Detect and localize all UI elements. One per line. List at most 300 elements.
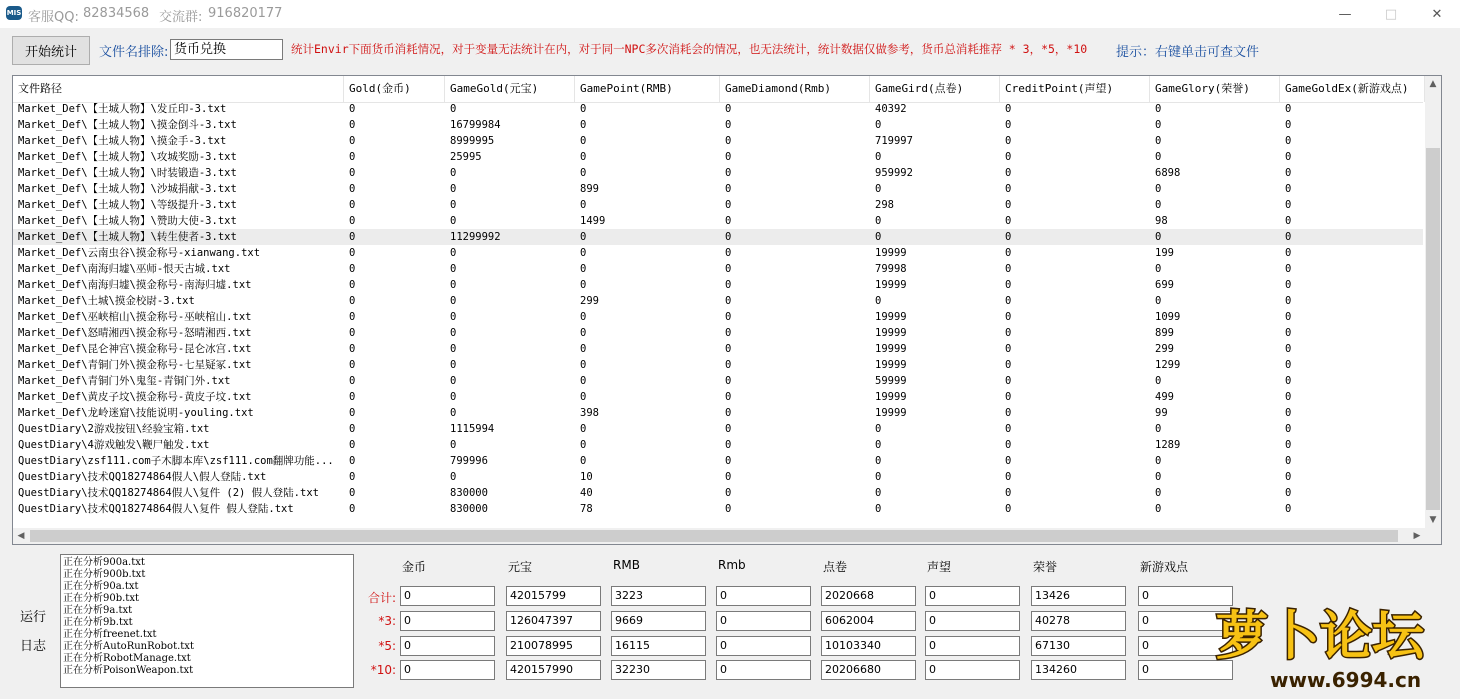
table-row[interactable] (13, 165, 1423, 181)
table-cell: 0 (1155, 103, 1162, 115)
table-cell: 0 (1005, 455, 1012, 467)
table-cell: 0 (725, 455, 732, 467)
table-cell: 0 (1285, 295, 1292, 307)
summary-value-field[interactable]: 126047397 (506, 611, 601, 631)
horizontal-scroll-thumb[interactable] (30, 530, 1398, 542)
table-cell: 0 (349, 231, 356, 243)
summary-column-header: 新游戏点 (1140, 560, 1189, 574)
table-cell: 0 (349, 103, 356, 115)
table-cell: Market_Def\黄皮子坟\摸金称号-黄皮子坟.txt (18, 391, 252, 403)
table-cell: 0 (349, 295, 356, 307)
table-cell: 6898 (1155, 167, 1181, 179)
table-cell: 0 (349, 455, 356, 467)
vertical-scroll-thumb[interactable] (1426, 148, 1440, 510)
table-cell: 0 (450, 471, 457, 483)
table-cell: 0 (725, 375, 732, 387)
log-textbox[interactable] (60, 554, 354, 688)
table-cell: 0 (580, 167, 587, 179)
table-cell: 499 (1155, 391, 1174, 403)
table-cell: 0 (875, 471, 882, 483)
table-cell: 0 (349, 503, 356, 515)
table-cell: Market_Def\怒晴湘西\摸金称号-怒晴湘西.txt (18, 327, 252, 339)
table-cell: 0 (450, 279, 457, 291)
table-cell: 0 (1005, 231, 1012, 243)
summary-value-field[interactable]: 16115 (611, 636, 706, 656)
table-cell: 19999 (875, 391, 907, 403)
table-cell: 1115994 (450, 423, 495, 435)
summary-value-field[interactable]: 0 (925, 586, 1020, 606)
summary-value-field[interactable]: 210078995 (506, 636, 601, 656)
table-cell: 0 (875, 503, 882, 515)
table-cell: 0 (875, 151, 882, 163)
table-cell: Market_Def\【土城人物】\赞助大使-3.txt (18, 215, 237, 227)
table-cell: 25995 (450, 151, 482, 163)
scroll-up-icon[interactable]: ▲ (1429, 79, 1437, 89)
table-cell: 1099 (1155, 311, 1181, 323)
table-cell: QuestDiary\技术QQ18274864假人\复件 假人登陆.txt (18, 503, 294, 515)
table-cell: 0 (875, 119, 882, 131)
table-cell: 0 (1005, 503, 1012, 515)
table-row[interactable] (13, 245, 1423, 261)
table-cell: 8999995 (450, 135, 495, 147)
table-cell: 0 (450, 311, 457, 323)
app-icon: MIS (6, 6, 22, 20)
table-cell: Market_Def\云南虫谷\摸金称号-xianwang.txt (18, 247, 261, 259)
table-cell: 0 (450, 327, 457, 339)
table-cell: 0 (1005, 407, 1012, 419)
summary-value-field[interactable]: 0 (400, 611, 495, 631)
summary-value-field[interactable]: 3223 (611, 586, 706, 606)
summary-row-label: *3: (378, 614, 396, 628)
table-cell: 0 (349, 199, 356, 211)
table-cell: Market_Def\【土城人物】\等级提升-3.txt (18, 199, 237, 211)
table-cell: 699 (1155, 279, 1174, 291)
summary-column-header: Rmb (718, 558, 746, 572)
summary-value-field[interactable]: 0 (716, 611, 811, 631)
summary-value-field[interactable]: 0 (925, 636, 1020, 656)
table-cell: 0 (1005, 135, 1012, 147)
table-row[interactable] (13, 181, 1423, 197)
table-cell: 0 (349, 375, 356, 387)
table-cell: 0 (725, 183, 732, 195)
table-cell: 0 (450, 263, 457, 275)
log-line: 正在分析900b.txt (63, 569, 146, 580)
table-cell: 0 (349, 183, 356, 195)
vertical-scrollbar[interactable] (1425, 76, 1441, 528)
tip-text: 提示：右键单击可查文件 (1116, 45, 1260, 60)
table-cell: 0 (349, 327, 356, 339)
table-cell: 0 (1005, 311, 1012, 323)
table-cell: 0 (1285, 247, 1292, 259)
table-cell: 0 (1155, 503, 1162, 515)
summary-value-field[interactable]: 0 (400, 660, 495, 680)
table-cell: 0 (580, 119, 587, 131)
table-cell: 0 (1005, 183, 1012, 195)
table-cell: 0 (1285, 487, 1292, 499)
table-cell: 0 (1285, 471, 1292, 483)
table-cell: 0 (450, 343, 457, 355)
table-cell: 0 (875, 215, 882, 227)
summary-row-label: *10: (370, 663, 396, 677)
table-cell: 0 (725, 439, 732, 451)
table-cell: 0 (450, 247, 457, 259)
table-cell: 79998 (875, 263, 907, 275)
watermark-text: 萝卜论坛 (1216, 607, 1425, 667)
table-cell: 0 (580, 455, 587, 467)
table-cell: 0 (1005, 167, 1012, 179)
table-row[interactable] (13, 437, 1423, 453)
summary-column-header: 荣誉 (1033, 560, 1058, 574)
table-cell: QuestDiary\2游戏按钮\经验宝箱.txt (18, 423, 210, 435)
table-cell: 830000 (450, 487, 488, 499)
log-line: 正在分析PoisonWeapon.txt (63, 665, 194, 676)
summary-value-field[interactable]: 32230 (611, 660, 706, 680)
log-label-bottom: 日志 (20, 639, 47, 654)
table-cell: 0 (725, 247, 732, 259)
summary-value-field[interactable]: 2020668 (821, 586, 916, 606)
table-cell: Market_Def\【土城人物】\发丘印-3.txt (18, 103, 227, 115)
summary-value-field[interactable]: 0 (925, 611, 1020, 631)
table-cell: 0 (450, 215, 457, 227)
summary-value-field[interactable]: 420157990 (506, 660, 601, 680)
column-header[interactable]: CreditPoint(声望) (1000, 76, 1150, 102)
table-cell: 0 (725, 471, 732, 483)
table-cell: Market_Def\【土城人物】\摸金倒斗-3.txt (18, 119, 237, 131)
table-cell: 0 (725, 215, 732, 227)
summary-value-field[interactable]: 0 (1138, 611, 1233, 631)
table-cell: 0 (450, 439, 457, 451)
summary-value-field[interactable]: 0 (400, 586, 495, 606)
minimize-button[interactable]: — (1338, 6, 1352, 22)
summary-value-field[interactable]: 13426 (1031, 586, 1126, 606)
table-cell: 0 (1005, 263, 1012, 275)
table-cell: 0 (1285, 439, 1292, 451)
exclude-label: 文件名排除: (99, 45, 169, 60)
table-cell: 0 (875, 295, 882, 307)
table-cell: 0 (580, 247, 587, 259)
table-cell: 0 (725, 167, 732, 179)
table-row[interactable] (13, 373, 1423, 389)
start-button[interactable]: 开始统计 (12, 36, 90, 65)
table-cell: 1289 (1155, 439, 1181, 451)
table-row[interactable] (13, 229, 1423, 245)
table-cell: 0 (580, 327, 587, 339)
table-cell: 0 (1285, 311, 1292, 323)
log-line: 正在分析9a.txt (63, 605, 133, 616)
table-row[interactable] (13, 197, 1423, 213)
summary-value-field[interactable]: 20206680 (821, 660, 916, 680)
table-cell: 0 (725, 311, 732, 323)
table-cell: 0 (349, 343, 356, 355)
table-cell: 0 (1155, 119, 1162, 131)
table-row[interactable] (13, 421, 1423, 437)
table-cell: 0 (349, 215, 356, 227)
table-cell: 0 (1285, 215, 1292, 227)
table-cell: 0 (580, 199, 587, 211)
table-cell: 0 (1155, 151, 1162, 163)
table-cell: 398 (580, 407, 599, 419)
table-cell: 0 (1285, 503, 1292, 515)
table-cell: 99 (1155, 407, 1168, 419)
scroll-right-icon[interactable]: ▶ (1413, 531, 1421, 541)
table-cell: 0 (1285, 135, 1292, 147)
table-cell: Market_Def\南海归墟\巫师-恨天古城.txt (18, 263, 231, 275)
log-line: 正在分析AutoRunRobot.txt (63, 641, 194, 652)
summary-value-field[interactable]: 0 (925, 660, 1020, 680)
table-cell: 0 (1155, 487, 1162, 499)
table-cell: 0 (1005, 279, 1012, 291)
table-cell: 0 (349, 135, 356, 147)
table-cell: 0 (349, 263, 356, 275)
table-cell: 0 (580, 439, 587, 451)
table-cell: 0 (1285, 151, 1292, 163)
table-cell: 0 (349, 359, 356, 371)
table-cell: Market_Def\青铜门外\摸金称号-七星疑冢.txt (18, 359, 252, 371)
column-header[interactable]: Gold(金币) (344, 76, 445, 102)
table-cell: 0 (349, 487, 356, 499)
summary-value-field[interactable]: 0 (716, 636, 811, 656)
log-label-top: 运行 (20, 610, 47, 625)
table-cell: 0 (725, 487, 732, 499)
stats-note: 统计Envir下面货币消耗情况，对于变量无法统计在内，对于同一NPC多次消耗会的情况，也无法统计，统计数据仅做参考，货币总消耗推荐 * 3，*5，*10 (291, 42, 1088, 56)
column-header[interactable]: GameGird(点卷) (870, 76, 1000, 102)
table-cell: 0 (1005, 439, 1012, 451)
table-cell: 0 (1155, 471, 1162, 483)
summary-value-field[interactable]: 10103340 (821, 636, 916, 656)
table-cell: 299 (1155, 343, 1174, 355)
table-cell: 0 (725, 103, 732, 115)
summary-value-field[interactable]: 0 (716, 586, 811, 606)
table-cell: 0 (349, 247, 356, 259)
table-cell: 0 (450, 103, 457, 115)
table-cell: 0 (1285, 231, 1292, 243)
column-header[interactable]: GameGold(元宝) (445, 76, 575, 102)
table-cell: 0 (1285, 455, 1292, 467)
table-cell: 0 (349, 151, 356, 163)
table-cell: 98 (1155, 215, 1168, 227)
table-cell: 0 (349, 119, 356, 131)
table-cell: 0 (725, 503, 732, 515)
qq-label: 客服QQ: (28, 10, 79, 25)
table-cell: 0 (1285, 183, 1292, 195)
table-row[interactable] (13, 261, 1423, 277)
table-cell: 0 (1155, 375, 1162, 387)
table-cell: 0 (580, 279, 587, 291)
table-cell: 0 (1285, 407, 1292, 419)
table-cell: 0 (1155, 295, 1162, 307)
table-cell: 0 (580, 135, 587, 147)
table-row[interactable] (13, 133, 1423, 149)
table-cell: Market_Def\土城\摸金校尉-3.txt (18, 295, 195, 307)
log-line: 正在分析90b.txt (63, 593, 139, 604)
table-cell: 0 (1155, 183, 1162, 195)
table-cell: 0 (450, 183, 457, 195)
table-cell: 0 (1005, 119, 1012, 131)
table-cell: 0 (1005, 359, 1012, 371)
table-cell: Market_Def\【土城人物】\转生使者-3.txt (18, 231, 237, 243)
table-row[interactable] (13, 117, 1423, 133)
table-cell: 899 (1155, 327, 1174, 339)
table-row[interactable] (13, 213, 1423, 229)
column-header[interactable]: GameDiamond(Rmb) (720, 76, 870, 102)
table-cell: 0 (725, 359, 732, 371)
maximize-button[interactable]: □ (1384, 6, 1398, 22)
table-cell: 0 (1005, 151, 1012, 163)
table-cell: 899 (580, 183, 599, 195)
table-row[interactable] (13, 389, 1423, 405)
file-list[interactable] (12, 75, 1442, 545)
table-cell: 0 (725, 135, 732, 147)
table-cell: 0 (1155, 135, 1162, 147)
table-cell: Market_Def\青铜门外\鬼玺-青铜门外.txt (18, 375, 231, 387)
log-line: 正在分析RobotManage.txt (63, 653, 191, 664)
table-cell: 0 (725, 295, 732, 307)
table-row[interactable] (13, 357, 1423, 373)
summary-row-label: *5: (378, 639, 396, 653)
table-cell: QuestDiary\4游戏触发\鞭尸触发.txt (18, 439, 210, 451)
table-cell: Market_Def\龙岭迷窟\技能说明-youling.txt (18, 407, 254, 419)
table-cell: Market_Def\巫峡棺山\摸金称号-巫峡棺山.txt (18, 311, 252, 323)
exclude-input[interactable]: 货币兑换 (170, 39, 283, 60)
table-row[interactable] (13, 149, 1423, 165)
summary-value-field[interactable]: 134260 (1031, 660, 1126, 680)
table-cell: 0 (1155, 455, 1162, 467)
table-row[interactable] (13, 309, 1423, 325)
table-cell: 0 (1005, 375, 1012, 387)
toolbar (0, 28, 1460, 72)
horizontal-scrollbar[interactable] (13, 528, 1425, 544)
table-row[interactable] (13, 277, 1423, 293)
table-row[interactable] (13, 293, 1423, 309)
table-cell: Market_Def\【土城人物】\沙城捐献-3.txt (18, 183, 237, 195)
summary-value-field[interactable]: 0 (400, 636, 495, 656)
group-value: 916820177 (208, 6, 283, 21)
table-cell: QuestDiary\zsf111.com子木脚本库\zsf111.com翻牌功能... (18, 455, 334, 467)
summary-column-header: 声望 (927, 560, 952, 574)
table-cell: 19999 (875, 407, 907, 419)
table-row[interactable] (13, 501, 1423, 517)
title-bar (0, 0, 1460, 28)
column-header[interactable]: GameGlory(荣誉) (1150, 76, 1280, 102)
table-cell: 0 (450, 391, 457, 403)
table-cell: 0 (875, 183, 882, 195)
table-cell: 0 (1005, 487, 1012, 499)
table-cell: 0 (725, 279, 732, 291)
table-cell: 0 (1285, 375, 1292, 387)
table-cell: 0 (725, 263, 732, 275)
table-cell: 0 (1155, 199, 1162, 211)
table-cell: 0 (1285, 167, 1292, 179)
table-cell: 0 (875, 439, 882, 451)
table-cell: 0 (1285, 391, 1292, 403)
table-cell: 19999 (875, 327, 907, 339)
table-row[interactable] (13, 469, 1423, 485)
table-row[interactable] (13, 485, 1423, 501)
table-cell: 19999 (875, 343, 907, 355)
table-cell: 0 (349, 407, 356, 419)
table-row[interactable] (13, 341, 1423, 357)
table-cell: 719997 (875, 135, 913, 147)
table-cell: 16799984 (450, 119, 501, 131)
summary-value-field[interactable]: 0 (716, 660, 811, 680)
table-cell: 0 (580, 423, 587, 435)
table-row[interactable] (13, 101, 1423, 117)
table-cell: 0 (580, 103, 587, 115)
summary-column-header: 金币 (402, 560, 427, 574)
scroll-down-icon[interactable]: ▼ (1429, 515, 1437, 525)
table-cell: 0 (1285, 279, 1292, 291)
summary-row-label: 合计: (367, 591, 396, 605)
table-cell: 0 (580, 151, 587, 163)
column-header[interactable]: GamePoint(RMB) (575, 76, 720, 102)
table-cell: 0 (1005, 343, 1012, 355)
table-cell: 0 (725, 199, 732, 211)
table-cell: Market_Def\【土城人物】\时装锻造-3.txt (18, 167, 237, 179)
log-line: 正在分析900a.txt (63, 557, 145, 568)
table-cell: 0 (1005, 199, 1012, 211)
table-cell: 0 (1285, 343, 1292, 355)
summary-column-header: 点卷 (823, 560, 848, 574)
table-cell: 0 (349, 311, 356, 323)
table-cell: 0 (725, 391, 732, 403)
table-cell: 1499 (580, 215, 606, 227)
table-row[interactable] (13, 453, 1423, 469)
close-button[interactable]: ✕ (1431, 6, 1443, 22)
summary-value-field[interactable]: 0 (1138, 660, 1233, 680)
summary-value-field[interactable]: 0 (1138, 636, 1233, 656)
table-row[interactable] (13, 325, 1423, 341)
summary-value-field[interactable]: 67130 (1031, 636, 1126, 656)
column-header[interactable]: 文件路径 (13, 76, 344, 102)
table-cell: Market_Def\【土城人物】\攻城奖励-3.txt (18, 151, 237, 163)
table-cell: 19999 (875, 311, 907, 323)
table-cell: 0 (1285, 327, 1292, 339)
table-cell: Market_Def\【土城人物】\摸金手-3.txt (18, 135, 227, 147)
table-cell: 0 (1005, 423, 1012, 435)
list-header (13, 76, 1423, 103)
table-cell: 0 (1005, 391, 1012, 403)
table-cell: 0 (450, 407, 457, 419)
table-cell: 0 (1155, 423, 1162, 435)
summary-value-field[interactable]: 9669 (611, 611, 706, 631)
table-cell: 0 (1155, 263, 1162, 275)
column-header[interactable]: GameGoldEx(新游戏点) (1280, 76, 1425, 102)
table-cell: 59999 (875, 375, 907, 387)
summary-value-field[interactable]: 42015799 (506, 586, 601, 606)
table-row[interactable] (13, 405, 1423, 421)
summary-value-field[interactable]: 6062004 (821, 611, 916, 631)
table-cell: 0 (1285, 103, 1292, 115)
table-cell: 10 (580, 471, 593, 483)
table-cell: 0 (725, 327, 732, 339)
table-cell: 0 (349, 471, 356, 483)
table-cell: 19999 (875, 359, 907, 371)
table-cell: 0 (1005, 103, 1012, 115)
table-cell: 0 (1285, 263, 1292, 275)
table-cell: 0 (450, 375, 457, 387)
scroll-left-icon[interactable]: ◀ (17, 531, 25, 541)
summary-value-field[interactable]: 40278 (1031, 611, 1126, 631)
table-cell: 0 (1285, 199, 1292, 211)
table-cell: 0 (349, 439, 356, 451)
table-cell: 799996 (450, 455, 488, 467)
table-cell: 0 (1285, 119, 1292, 131)
table-cell: 0 (875, 455, 882, 467)
table-cell: QuestDiary\技术QQ18274864假人\复件 (2) 假人登陆.txt (18, 487, 319, 499)
table-cell: 0 (1005, 215, 1012, 227)
log-line: 正在分析freenet.txt (63, 629, 157, 640)
summary-value-field[interactable]: 0 (1138, 586, 1233, 606)
